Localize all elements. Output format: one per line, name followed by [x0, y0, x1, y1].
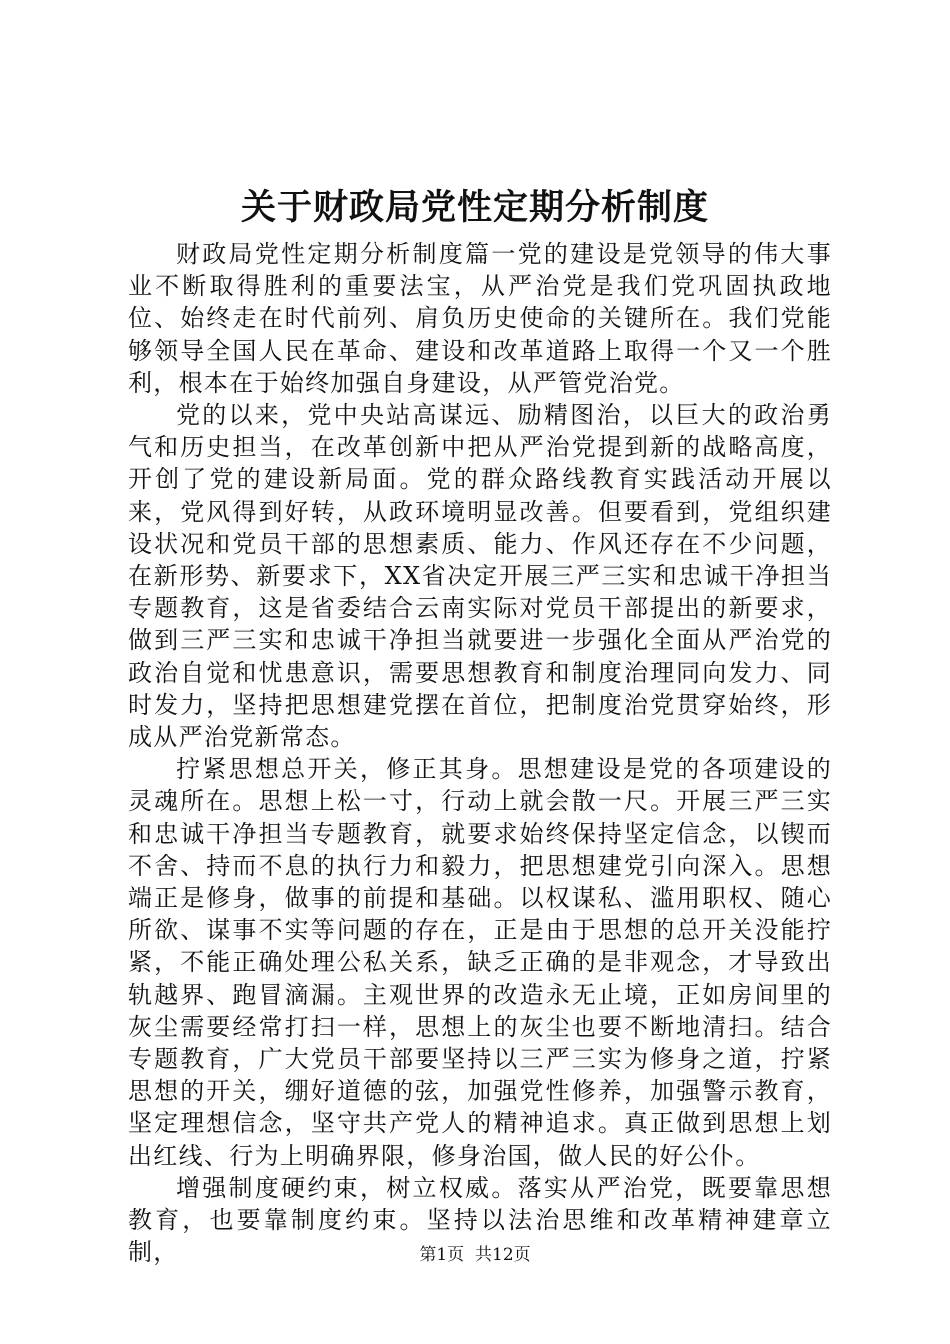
footer-separator: [464, 1245, 475, 1265]
paragraph: 拧紧思想总开关，修正其身。思想建设是党的各项建设的灵魂所在。思想上松一寸，行动上就会散一尺。开展三严三实和忠诚干净担当专题教育，就要求始终保持坚定信念，以锲而不舍、持而不息的执行力和毅力，把思想建党引向深入。思想端正是修身，做事的前提和基础。以权谋私、滥用职权、随心所欲、谋事不实等问题的存在，正是由于思想的总开关没能拧紧，不能正确处理公私关系，缺乏正确的是非观念，才导致出轨越界、跑冒滴漏。主观世界的改造永无止境，正如房间里的灰尘需要经常打扫一样，思想上的灰尘也要不断地清扫。结合专题教育，广大党员干部要坚持以三严三实为修身之道，拧紧思想的开关，绷好道德的弦，加强党性修养，加强警示教育，坚定理想信念，坚守共产党人的精神追求。真正做到思想上划出红线、行为上明确界限，修身治国，做人民的好公仆。: [128, 755, 832, 1170]
page-total: 共12页: [475, 1245, 531, 1265]
page-number: 第1页: [419, 1245, 465, 1265]
paragraph: 财政局党性定期分析制度篇一党的建设是党领导的伟大事业不断取得胜利的重要法宝，从严治党是我们党巩固执政地位、始终走在时代前列、肩负历史使命的关键所在。我们党能够领导全国人民在革命、建设和改革道路上取得一个又一个胜利，根本在于始终加强自身建设，从严管党治党。: [128, 240, 832, 397]
page-footer: [0, 1243, 950, 1267]
document-body: [128, 238, 832, 1269]
paragraph: 党的以来，党中央站高谋远、励精图治，以巨大的政治勇气和历史担当，在改革创新中把从严治党提到新的战略高度，开创了党的建设新局面。党的群众路线教育实践活动开展以来，党风得到好转，从政环境明显改善。但要看到，党组织建设状况和党员干部的思想素质、能力、作风还存在不少问题，在新形势、新要求下，XX省决定开展三严三实和忠诚干净担当专题教育，这是省委结合云南实际对党员干部提出的新要求，做到三严三实和忠诚干净担当就要进一步强化全面从严治党的政治自觉和忧患意识，需要思想教育和制度治理同向发力、同时发力，坚持把思想建党摆在首位，把制度治党贯穿始终，形成从严治党新常态。: [128, 401, 832, 752]
document-title: 关于财政局党性定期分析制度: [240, 187, 709, 228]
paragraph: 增强制度硬约束，树立权威。落实从严治党，既要靠思想教育，也要靠制度约束。坚持以法治思维和改革精神建章立制，: [128, 1173, 832, 1267]
